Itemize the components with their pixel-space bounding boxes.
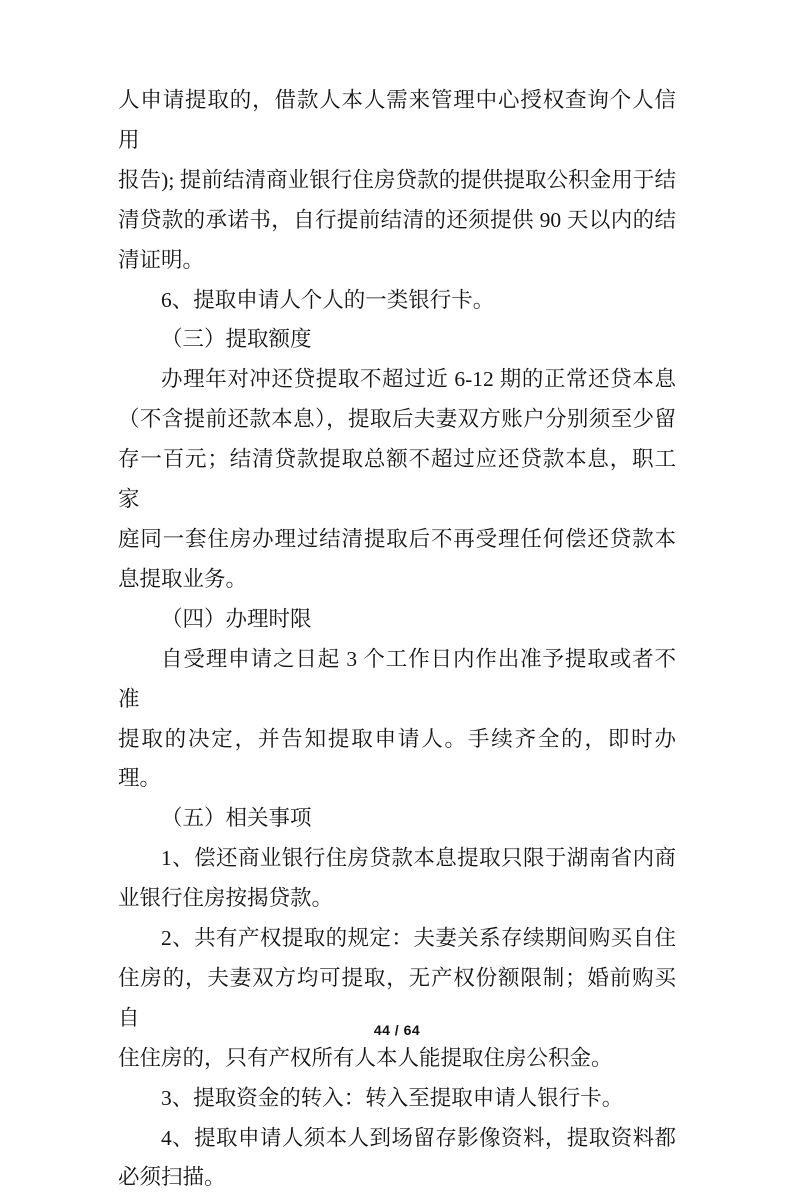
text-line: 4、提取申请人须本人到场留存影像资料，提取资料都 bbox=[161, 1125, 676, 1150]
text-line: （四）办理时限 bbox=[161, 606, 312, 631]
text-line: 住住房的，只有产权所有人本人能提取住房公积金。 bbox=[118, 1045, 613, 1070]
text-line: 清证明。 bbox=[118, 247, 205, 272]
text-line: 自受理申请之日起 3 个工作日内作出准予提取或者不准 bbox=[118, 646, 676, 711]
text-line: 1、偿还商业银行住房贷款本息提取只限于湖南省内商 bbox=[161, 846, 676, 871]
text-line: 提取的决定，并告知提取申请人。手续齐全的，即时办理。 bbox=[118, 726, 676, 791]
text-line: 庭同一套住房办理过结清提取后不再受理任何偿还贷款本 bbox=[118, 526, 676, 551]
text-line: 3、提取资金的转入：转入至提取申请人银行卡。 bbox=[161, 1085, 624, 1110]
text-line: （五）相关事项 bbox=[161, 806, 312, 831]
page-footer bbox=[0, 1022, 794, 1038]
text-line: 清贷款的承诺书，自行提前结清的还须提供 90 天以内的结 bbox=[118, 207, 676, 232]
text-line: 息提取业务。 bbox=[118, 566, 248, 591]
text-line: （三）提取额度 bbox=[161, 327, 312, 352]
text-line: 住房的，夫妻双方均可提取，无产权份额限制；婚前购买自 bbox=[118, 965, 676, 1030]
text-line: 业银行住房按揭贷款。 bbox=[118, 886, 334, 911]
text-line: 报告); 提前结清商业银行住房贷款的提供提取公积金用于结 bbox=[118, 167, 676, 192]
text-line: 办理年对冲还贷提取不超过近 6-12 期的正常还贷本息 bbox=[161, 367, 676, 392]
text-line: （不含提前还款本息），提取后夫妻双方账户分别须至少留 bbox=[118, 407, 676, 432]
text-line: 存一百元；结清贷款提取总额不超过应还贷款本息，职工家 bbox=[118, 447, 676, 512]
page-number: 44 / 64 bbox=[373, 1022, 421, 1038]
text-line: 人申请提取的，借款人本人需来管理中心授权查询个人信用 bbox=[118, 88, 676, 152]
text-line: 6、提取申请人个人的一类银行卡。 bbox=[161, 287, 495, 312]
text-line: 2、共有产权提取的规定：夫妻关系存续期间购买自住 bbox=[161, 926, 676, 951]
text-line: 必须扫描。 bbox=[118, 1165, 226, 1190]
